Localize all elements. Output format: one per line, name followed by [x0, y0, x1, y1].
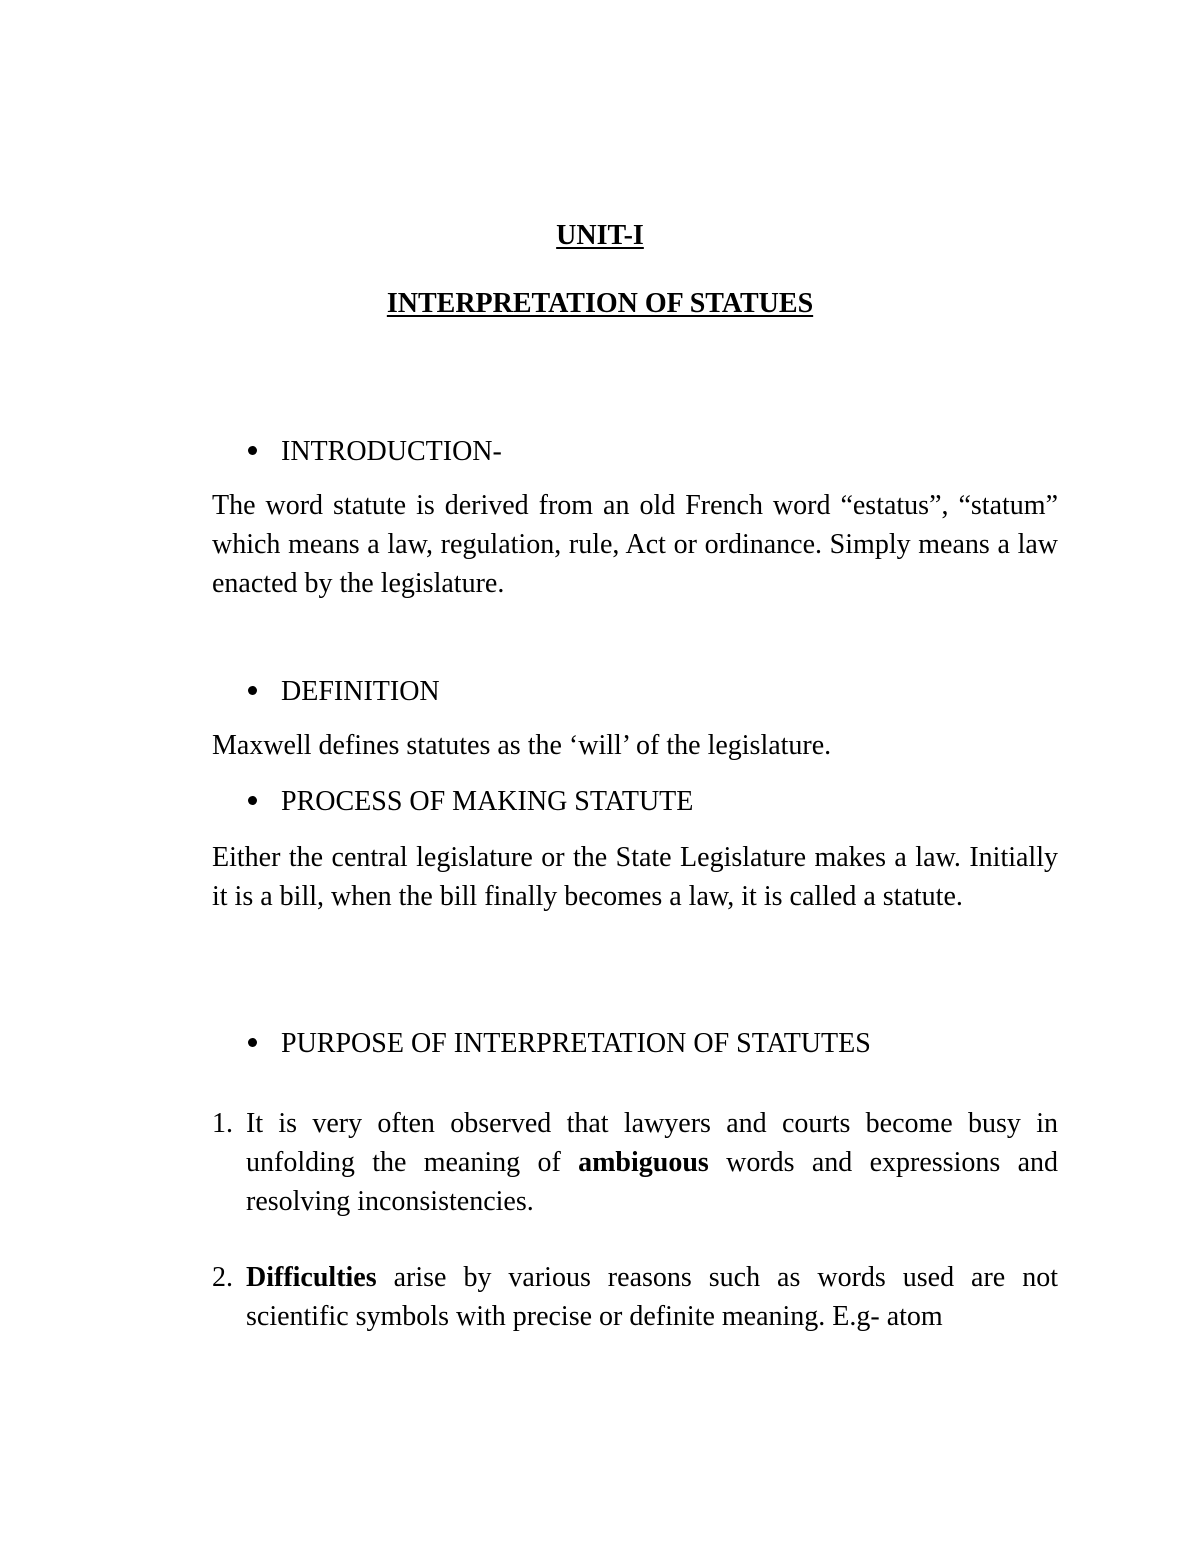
- introduction-paragraph: The word statute is derived from an old French word “estatus”, “statum” which means a law, regulation, rule, Act or ordinance. Simply means a law enacted by the legislature.: [212, 490, 1058, 599]
- definition-heading-text: DEFINITION: [281, 676, 440, 707]
- document-title: INTERPRETATION OF STATUES: [386, 288, 814, 319]
- bullet-icon: [248, 796, 257, 805]
- process-heading: [248, 788, 693, 816]
- list-item-text: Difficulties arise by various reasons such as words used are not scientific symbols with precise or definite meaning. E.g- atom: [246, 1262, 1058, 1332]
- introduction-heading-text: INTRODUCTION-: [281, 436, 502, 467]
- definition-heading: [248, 678, 440, 706]
- introduction-heading: [248, 438, 502, 466]
- process-heading-text: PROCESS OF MAKING STATUTE: [281, 786, 694, 817]
- bullet-icon: [248, 686, 257, 695]
- bullet-icon: [248, 446, 257, 455]
- process-paragraph: Either the central legislature or the State Legislature makes a law. Initially it is a bill, when the bill finally becomes a law, it is called a statute.: [212, 842, 1058, 912]
- unit-title: UNIT-I: [556, 220, 644, 251]
- bullet-icon: [248, 1038, 257, 1047]
- list-item-text: It is very often observed that lawyers and courts become busy in unfolding the meaning of ambiguous words and expressions and resolving inconsistencies.: [246, 1108, 1058, 1217]
- emphasis-text: ambiguous: [578, 1147, 709, 1178]
- list-item: [212, 1104, 1058, 1221]
- emphasis-text: Difficulties: [246, 1262, 377, 1293]
- list-item-number: 1.: [212, 1108, 233, 1139]
- list-item-number: 2.: [212, 1262, 233, 1293]
- definition-paragraph: Maxwell defines statutes as the ‘will’ of the legislature.: [212, 730, 832, 761]
- purpose-heading-text: PURPOSE OF INTERPRETATION OF STATUTES: [281, 1028, 871, 1059]
- list-item: [212, 1258, 1058, 1336]
- purpose-heading: [248, 1030, 871, 1058]
